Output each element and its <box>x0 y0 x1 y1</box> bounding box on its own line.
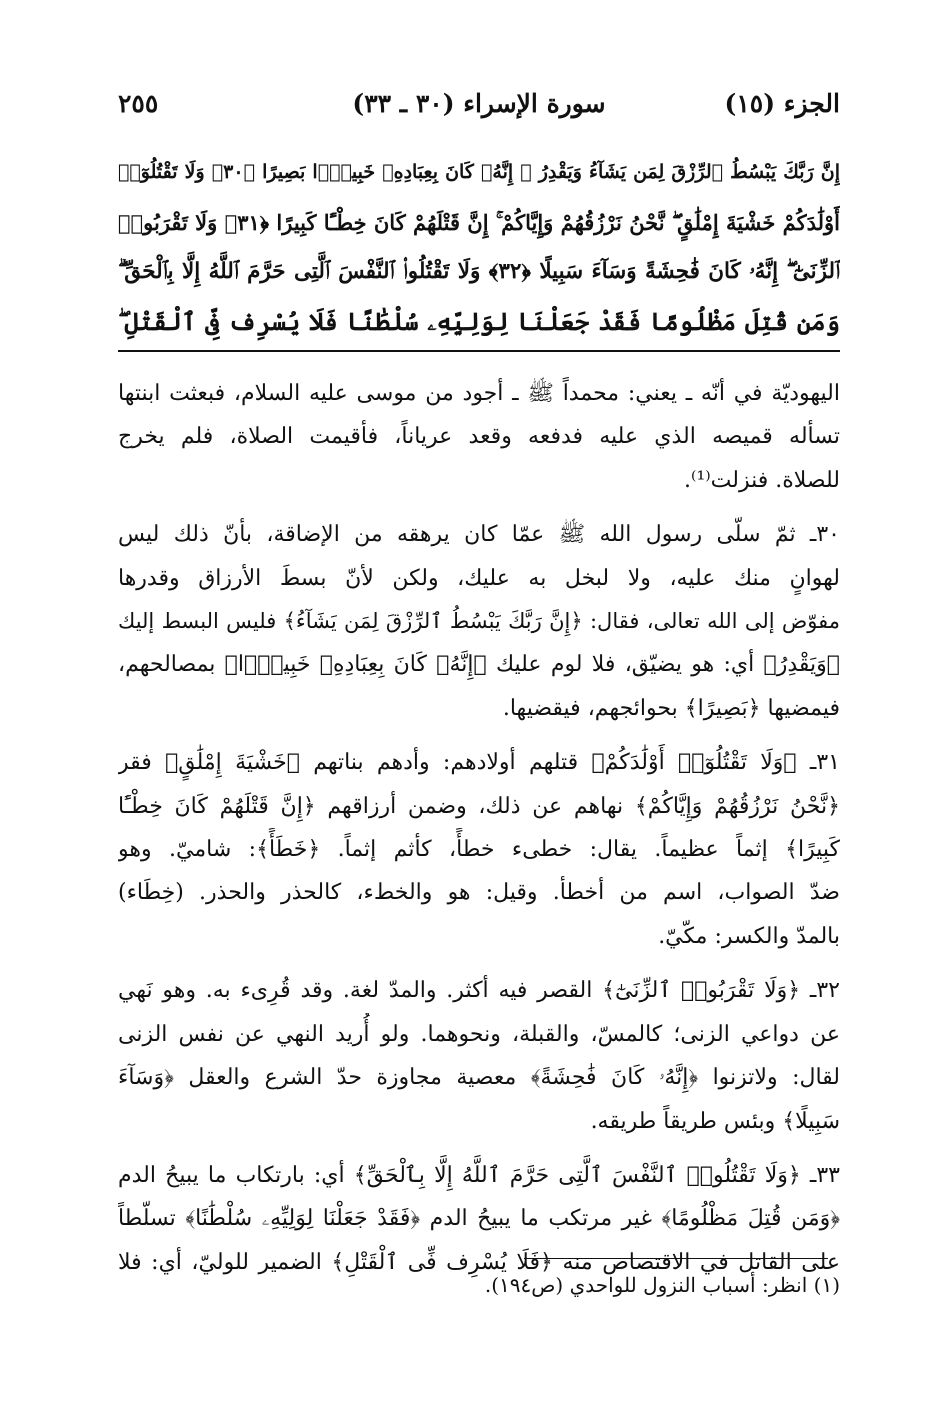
page-number: ٢٥٥ <box>118 89 159 118</box>
quran-line: ٱلزِّنَىٰٓ ۖ إِنَّهُۥ كَانَ فَٰحِشَةً وَسَآءَ سَبِيلًا ﴿٣٢﴾ وَلَا تَقْتُلُوا۟ ٱلنَّفْسَ ٱلَّتِى حَرَّمَ ٱللَّهُ إِلَّا بِٱلْحَقِّ ۗ <box>118 259 840 284</box>
text-line: للصلاة. فنزلت⁽¹⁾. <box>684 467 840 493</box>
text-line: بالمدّ والكسر: مكّيّ. <box>658 923 840 949</box>
commentary-paragraph <box>118 741 840 958</box>
text-line: ٣٢ـ ﴿وَلَا تَقْرَبُوا۟ ٱلزِّنَىٰٓ﴾ القصر فيه أكثر. والمدّ لغة. وقد قُرِىء به. وهو نَهي <box>118 978 840 1004</box>
text-line: كَبِيرًا﴾ إثماً عظيماً. يقال: خطىء خطأً، كأثم إثماً. ﴿خَطَأً﴾: شاميّ. وهو <box>118 837 840 863</box>
text-line: ﴿وَمَن قُتِلَ مَظْلُومًا﴾ غير مرتكب ما يبيحُ الدم ﴿فَقَدْ جَعَلْنَا لِوَلِيِّهِۦ سُلْطَٰنًا﴾ تسلّطاً <box>118 1206 840 1232</box>
commentary-paragraph <box>118 1154 840 1284</box>
commentary-paragraph <box>118 372 840 502</box>
quran-line: أَوْلَٰدَكُمْ خَشْيَةَ إِمْلَٰقٍ ۖ نَّحْنُ نَرْزُقُهُمْ وَإِيَّاكُمْ ۚ إِنَّ قَتْلَهُمْ كَانَ خِطْـًٔا كَبِيرًا ﴿٣١﴾ وَلَا تَقْرَبُوا۟ <box>118 209 840 235</box>
commentary-paragraph <box>118 513 840 730</box>
text-line: ٣١ـ ﴿وَلَا تَقْتُلُوٓا۟ أَوْلَٰدَكُمْ﴾ قتلهم أولادهم: وأدهم بناتهم ﴿خَشْيَةَ إِمْلَٰقٍ﴾ فقر <box>118 750 840 776</box>
text-line: ٣٣ـ ﴿وَلَا تَقْتُلُوا۟ ٱلنَّفْسَ ٱلَّتِى حَرَّمَ ٱللَّهُ إِلَّا بِٱلْحَقِّ﴾ أي: بارتكاب ما يبيحُ الدم <box>118 1162 840 1188</box>
text-line: مفوّض إلى الله تعالى، فقال: ﴿إِنَّ رَبَّكَ يَبْسُطُ ٱلرِّزْقَ لِمَن يَشَآءُ﴾ فليس البسط إليك <box>118 609 840 634</box>
footnote: (١) انظر: أسباب النزول للواحدي (ص١٩٤). <box>484 1273 840 1297</box>
text-line: على القاتل في الاقتصاص منه ﴿فَلَا يُسْرِف فِّى ٱلْقَتْلِ﴾ الضمير للوليّ، أي: فلا <box>118 1249 840 1275</box>
commentary-paragraph <box>118 969 840 1143</box>
page-header <box>118 84 840 124</box>
text-line: لهوانٍ منك عليه، ولا لبخل به عليك، ولكن لأنّ بسطَ الأرزاق وقدرها <box>118 565 840 591</box>
text-line: لقال: ولاتزنوا ﴿إِنَّهُۥ كَانَ فَٰحِشَةً﴾ معصية مجاوزة حدّ الشرع والعقل ﴿وَسَآءَ <box>118 1065 840 1091</box>
text-line: تسأله قميصه الذي عليه فدفعه وقعد عرياناً، فأقيمت الصلاة، فلم يخرج <box>118 424 840 450</box>
text-line: ﴿وَيَقْدِرُ﴾ أي: هو يضيّق، فلا لوم عليك ﴿إِنَّهُۥ كَانَ بِعِبَادِهِۦ خَبِيرًۢا﴾ بمصالحهم، <box>118 652 840 678</box>
surah-title: سورة الإسراء (٣٠ ـ ٣٣) <box>352 89 606 118</box>
text-line: اليهوديّة في أنّه ـ يعني: محمداً ﷺ ـ أجود من موسى عليه السلام، فبعثت ابنتها <box>118 381 840 406</box>
quran-verses-block <box>118 148 840 346</box>
quran-line: وَمَن قُتِلَ مَظْلُومًا فَقَدْ جَعَلْنَا لِوَلِيِّهِۦ سُلْطَٰنًا فَلَا يُسْرِف فِّى ٱلْقَتْلِ ۖ <box>118 306 840 336</box>
tafsir-commentary <box>118 372 840 1295</box>
text-line: فيمضيها ﴿بَصِيرًا﴾ بحوائجهم، فيقضيها. <box>502 695 840 721</box>
text-line: سَبِيلًا﴾ وبئس طريقاً طريقه. <box>590 1108 840 1134</box>
text-line: ٣٠ـ ثمّ سلّى رسول الله ﷺ عمّا كان يرهقه من الإضاقة، بأنّ ذلك ليس <box>118 522 840 548</box>
text-line: ضدّ الصواب، اسم من أخطأ. وقيل: هو والخطء، كالحذر والحذر. (خِطَاء) <box>118 880 840 906</box>
verse-divider <box>118 350 840 352</box>
text-line: عن دواعي الزنى؛ كالمسّ، والقبلة، ونحوهما. ولو أُريد النهي عن نفس الزنى <box>118 1021 840 1047</box>
text-line: ﴿نَّحْنُ نَرْزُقُهُمْ وَإِيَّاكُمْ﴾ نهاهم عن ذلك، وضمن أرزاقهم ﴿إِنَّ قَتْلَهُمْ كَانَ خِطْـًٔا <box>118 793 840 819</box>
juz-label: الجزء (١٥) <box>724 89 840 118</box>
footnote-divider <box>524 1258 828 1259</box>
quran-line: إِنَّ رَبَّكَ يَبْسُطُ ٱلرِّزْقَ لِمَن يَشَآءُ وَيَقْدِرُ ۚ إِنَّهُۥ كَانَ بِعِبَادِهِۦ خَبِيرًۢا بَصِيرًا ﴿٣٠﴾ وَلَا تَقْتُلُوٓا۟ <box>118 161 840 183</box>
